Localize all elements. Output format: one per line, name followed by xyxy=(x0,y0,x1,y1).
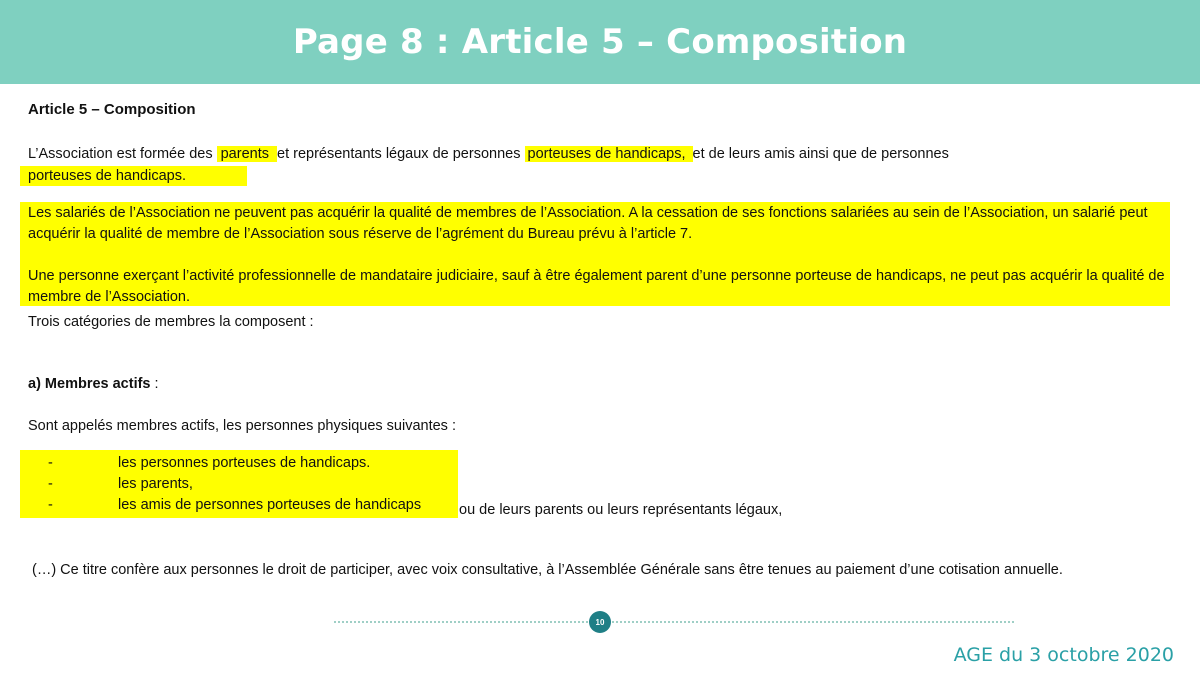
intro-text-3: et de leurs amis ainsi que de personnes xyxy=(692,146,949,162)
footer-divider-right xyxy=(612,621,1014,623)
intro-text-1: L’Association est formée des xyxy=(28,146,217,162)
intro-line-1 xyxy=(28,144,949,164)
list-item-text: les amis de personnes porteuses de handicaps xyxy=(118,497,422,513)
list-item-text: les parents, xyxy=(118,476,193,492)
intro-text-2: et représentants légaux de personnes xyxy=(277,146,525,162)
highlight-parents: parents xyxy=(217,146,277,162)
intro-line-2: porteuses de handicaps. xyxy=(20,166,247,186)
footer-divider-left xyxy=(334,621,588,623)
highlighted-paragraphs xyxy=(20,202,1170,306)
page-title: Page 8 : Article 5 – Composition xyxy=(292,22,908,62)
subheading-membres-actifs xyxy=(28,374,159,394)
list-item-text: les personnes porteuses de handicaps. xyxy=(118,455,371,471)
title-banner xyxy=(0,0,1200,84)
paragraph-mandataire: Une personne exerçant l’activité professionnelle de mandataire judiciaire, sauf à être également parent d’une personne porteuse de handicaps, ne peut pas acquérir la qualité de membre de l’Association. xyxy=(28,268,1165,305)
members-intro: Sont appelés membres actifs, les personnes physiques suivantes : xyxy=(28,418,456,434)
article-heading: Article 5 – Composition xyxy=(28,101,196,118)
closing-paragraph: (…) Ce titre confère aux personnes le droit de participer, avec voix consultative, à l’Assemblée Générale sans être tenues au paiement d’une cotisation annuelle. xyxy=(32,562,1063,578)
list-dash: - xyxy=(48,497,53,513)
highlight-porteuses: porteuses de handicaps, xyxy=(525,146,693,162)
list-dash: - xyxy=(48,455,53,471)
members-list xyxy=(20,450,458,518)
categories-line: Trois catégories de membres la composent : xyxy=(28,314,314,330)
footer-label: AGE du 3 octobre 2020 xyxy=(953,644,1174,666)
list-dash: - xyxy=(48,476,53,492)
paragraph-salaries: Les salariés de l’Association ne peuvent pas acquérir la qualité de membres de l’Association. A la cessation de ses fonctions salariées au sein de l’Association, un salarié peut acquérir la qualité de membre de l’Association sous réserve de l’agrément du Bureau prévu à l’article 7. xyxy=(28,205,1148,242)
subheading-colon: : xyxy=(150,376,159,392)
list-tail: ou de leurs parents ou leurs représentants légaux, xyxy=(459,502,783,518)
subheading-text: a) Membres actifs xyxy=(28,376,151,392)
page-number-badge: 10 xyxy=(589,611,611,633)
